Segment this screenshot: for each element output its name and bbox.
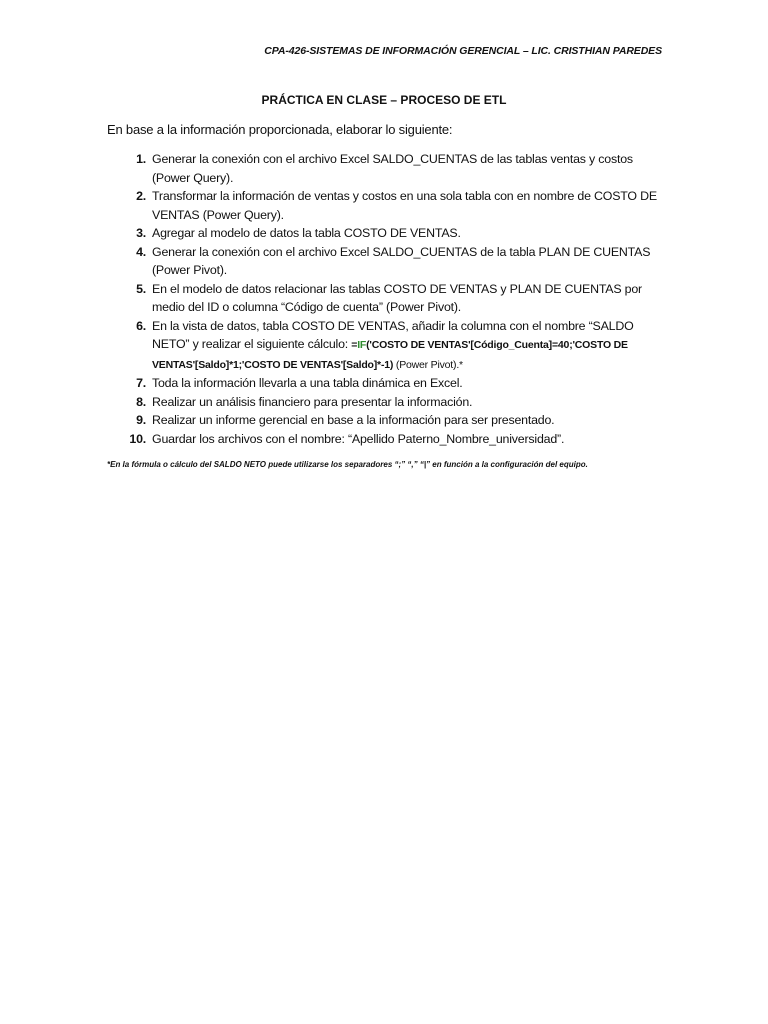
footnote: *En la fórmula o cálculo del SALDO NETO puede utilizarse los separadores “;” “,” “|” en función a la configuración del equipo. bbox=[107, 460, 588, 469]
intro-text: En base a la información proporcionada, elaborar lo siguiente: bbox=[107, 122, 453, 137]
formula-suffix: (Power Pivot).* bbox=[393, 358, 463, 371]
item-text: Realizar un análisis financiero para presentar la información. bbox=[152, 394, 473, 409]
formula-function: IF bbox=[357, 339, 367, 351]
list-item bbox=[100, 150, 660, 187]
item-text: Generar la conexión con el archivo Excel SALDO_CUENTAS de la tabla PLAN DE CUENTAS (Power Pivot). bbox=[152, 244, 651, 277]
item-text: En el modelo de datos relacionar las tablas COSTO DE VENTAS y PLAN DE CUENTAS por medio del ID o columna “Código de cuenta” (Power Pivot). bbox=[152, 281, 642, 314]
list-item bbox=[100, 317, 660, 375]
item-number: 8. bbox=[136, 394, 146, 409]
item-text: Toda la información llevarla a una tabla dinámica en Excel. bbox=[152, 376, 463, 390]
item-text: Realizar un informe gerencial en base a la información para ser presentado. bbox=[152, 413, 555, 427]
formula-prefix: = bbox=[351, 339, 358, 351]
item-number: 7. bbox=[136, 376, 146, 390]
item-number: 5. bbox=[136, 281, 146, 296]
document-title: PRÁCTICA EN CLASE – PROCESO DE ETL bbox=[261, 93, 507, 107]
list-item bbox=[100, 224, 660, 243]
item-text: Agregar al modelo de datos la tabla COSTO DE VENTAS. bbox=[152, 226, 461, 240]
list-item bbox=[100, 374, 660, 393]
item-text: Transformar la información de ventas y costos en una sola tabla con en nombre de COSTO DE VENTAS (Power Query). bbox=[152, 189, 657, 222]
item-number: 9. bbox=[136, 413, 146, 427]
list-item bbox=[100, 187, 660, 224]
item-number: 4. bbox=[136, 244, 146, 259]
item-number: 6. bbox=[136, 318, 146, 333]
list-item bbox=[100, 430, 660, 449]
list-item bbox=[100, 280, 660, 317]
list-item bbox=[100, 243, 660, 280]
item-text: Generar la conexión con el archivo Excel SALDO_CUENTAS de las tablas ventas y costos (Power Query). bbox=[152, 152, 633, 185]
item-number: 3. bbox=[136, 226, 146, 240]
item-text: En la vista de datos, tabla COSTO DE VENTAS, añadir la columna con el nombre “SALDO NETO” y realizar el siguiente cálculo: bbox=[152, 318, 634, 351]
item-text: Guardar los archivos con el nombre: “Apellido Paterno_Nombre_universidad”. bbox=[152, 431, 565, 446]
list-item bbox=[100, 393, 660, 412]
item-number: 10. bbox=[129, 431, 146, 446]
list-item bbox=[100, 411, 660, 430]
item-number: 2. bbox=[136, 189, 146, 203]
item-number: 1. bbox=[136, 152, 146, 166]
task-list bbox=[100, 150, 660, 448]
page-header: CPA-426-SISTEMAS DE INFORMACIÓN GERENCIAL – LIC. CRISTHIAN PAREDES bbox=[264, 45, 662, 57]
formula-body: ('COSTO DE VENTAS'[Código_Cuenta]=40;'COSTO DE VENTAS'[Saldo]*1;'COSTO DE VENTAS'[Saldo]*-1) bbox=[152, 339, 628, 371]
